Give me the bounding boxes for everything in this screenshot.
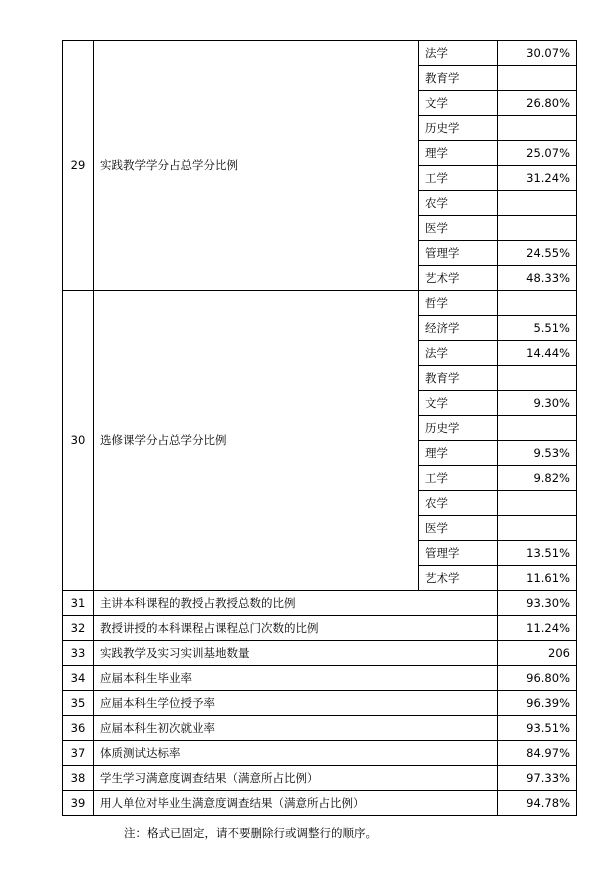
row-value: 93.30% xyxy=(498,591,577,616)
discipline-value xyxy=(498,216,577,241)
row-label: 学生学习满意度调查结果（满意所占比例） xyxy=(94,766,498,791)
discipline-label: 文学 xyxy=(419,391,498,416)
discipline-value: 48.33% xyxy=(498,266,577,291)
discipline-label: 教育学 xyxy=(419,366,498,391)
row-number: 30 xyxy=(63,291,94,591)
table-row xyxy=(63,766,577,791)
row-label: 用人单位对毕业生满意度调查结果（满意所占比例） xyxy=(94,791,498,816)
discipline-value xyxy=(498,191,577,216)
row-value: 93.51% xyxy=(498,716,577,741)
row-value: 96.80% xyxy=(498,666,577,691)
row-number: 39 xyxy=(63,791,94,816)
discipline-value: 9.30% xyxy=(498,391,577,416)
discipline-value xyxy=(498,491,577,516)
discipline-label: 农学 xyxy=(419,191,498,216)
row-number: 38 xyxy=(63,766,94,791)
row-value: 11.24% xyxy=(498,616,577,641)
discipline-label: 医学 xyxy=(419,516,498,541)
discipline-label: 工学 xyxy=(419,466,498,491)
discipline-label: 经济学 xyxy=(419,316,498,341)
indicators-table xyxy=(62,40,577,816)
row-label: 实践教学及实习实训基地数量 xyxy=(94,641,498,666)
discipline-label: 农学 xyxy=(419,491,498,516)
table-row xyxy=(63,791,577,816)
row-number: 31 xyxy=(63,591,94,616)
row-number: 29 xyxy=(63,41,94,291)
discipline-value xyxy=(498,291,577,316)
discipline-value: 25.07% xyxy=(498,141,577,166)
table-body xyxy=(63,41,577,816)
discipline-value xyxy=(498,116,577,141)
row-number: 32 xyxy=(63,616,94,641)
discipline-label: 艺术学 xyxy=(419,566,498,591)
row-number: 37 xyxy=(63,741,94,766)
discipline-value: 11.61% xyxy=(498,566,577,591)
discipline-label: 法学 xyxy=(419,41,498,66)
discipline-value: 31.24% xyxy=(498,166,577,191)
table-row xyxy=(63,616,577,641)
table-row xyxy=(63,41,577,66)
row-number: 34 xyxy=(63,666,94,691)
discipline-value: 26.80% xyxy=(498,91,577,116)
row-label: 应届本科生毕业率 xyxy=(94,666,498,691)
discipline-value: 24.55% xyxy=(498,241,577,266)
row-value: 96.39% xyxy=(498,691,577,716)
footnote: 注：格式已固定，请不要删除行或调整行的顺序。 xyxy=(124,826,377,840)
discipline-value xyxy=(498,516,577,541)
row-label: 体质测试达标率 xyxy=(94,741,498,766)
discipline-value: 5.51% xyxy=(498,316,577,341)
row-label: 应届本科生学位授予率 xyxy=(94,691,498,716)
table-row xyxy=(63,641,577,666)
discipline-value xyxy=(498,366,577,391)
discipline-label: 医学 xyxy=(419,216,498,241)
discipline-value: 13.51% xyxy=(498,541,577,566)
row-label: 教授讲授的本科课程占课程总门次数的比例 xyxy=(94,616,498,641)
row-value: 94.78% xyxy=(498,791,577,816)
discipline-value: 9.53% xyxy=(498,441,577,466)
discipline-label: 管理学 xyxy=(419,541,498,566)
row-label: 实践教学学分占总学分比例 xyxy=(94,41,419,291)
discipline-label: 哲学 xyxy=(419,291,498,316)
table-row xyxy=(63,691,577,716)
table-row xyxy=(63,666,577,691)
discipline-label: 工学 xyxy=(419,166,498,191)
row-label: 选修课学分占总学分比例 xyxy=(94,291,419,591)
table-row xyxy=(63,291,577,316)
discipline-value: 9.82% xyxy=(498,466,577,491)
table-row xyxy=(63,591,577,616)
discipline-value xyxy=(498,416,577,441)
discipline-value: 30.07% xyxy=(498,41,577,66)
table-row xyxy=(63,741,577,766)
row-value: 84.97% xyxy=(498,741,577,766)
row-number: 35 xyxy=(63,691,94,716)
discipline-label: 法学 xyxy=(419,341,498,366)
discipline-label: 管理学 xyxy=(419,241,498,266)
discipline-label: 理学 xyxy=(419,141,498,166)
row-label: 主讲本科课程的教授占教授总数的比例 xyxy=(94,591,498,616)
discipline-label: 文学 xyxy=(419,91,498,116)
row-value: 97.33% xyxy=(498,766,577,791)
discipline-label: 教育学 xyxy=(419,66,498,91)
row-number: 36 xyxy=(63,716,94,741)
discipline-label: 历史学 xyxy=(419,416,498,441)
table-row xyxy=(63,716,577,741)
discipline-value xyxy=(498,66,577,91)
row-number: 33 xyxy=(63,641,94,666)
discipline-label: 历史学 xyxy=(419,116,498,141)
row-value: 206 xyxy=(498,641,577,666)
discipline-label: 艺术学 xyxy=(419,266,498,291)
row-label: 应届本科生初次就业率 xyxy=(94,716,498,741)
discipline-label: 理学 xyxy=(419,441,498,466)
discipline-value: 14.44% xyxy=(498,341,577,366)
